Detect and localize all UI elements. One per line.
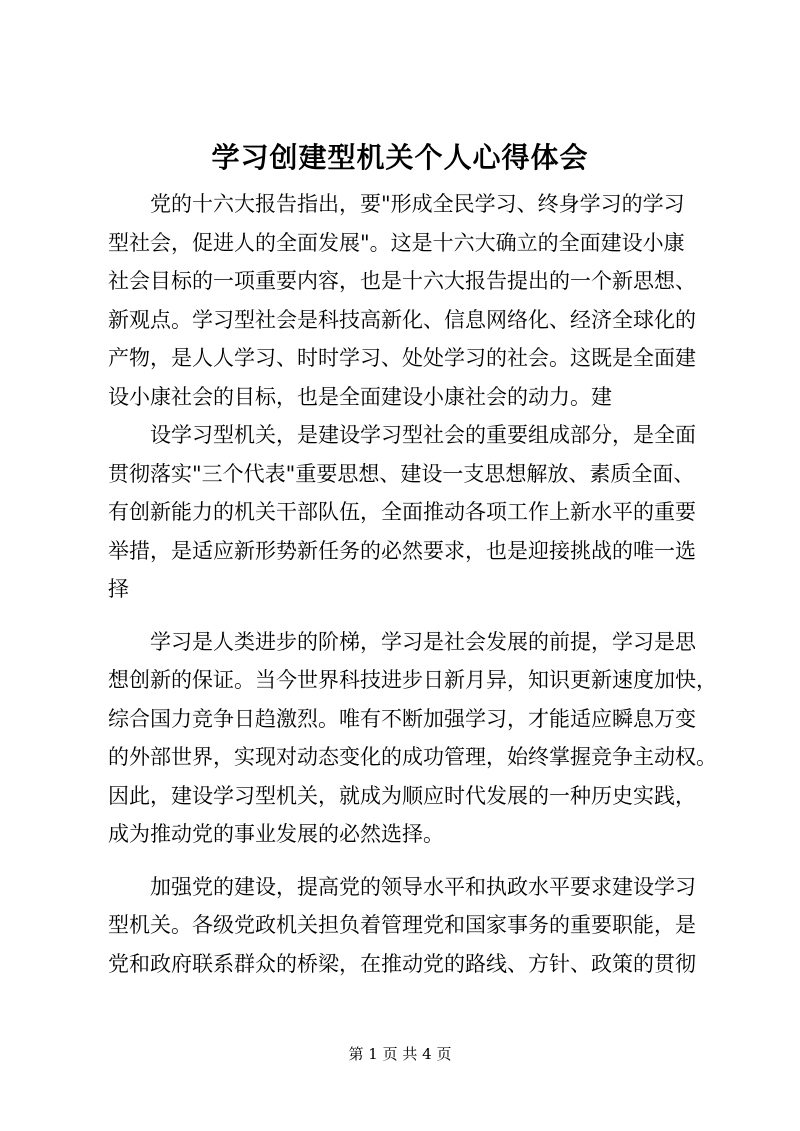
paragraph-gap [108, 609, 708, 623]
paragraph-line: 党和政府联系群众的桥梁，在推动党的路线、方针、政策的贯彻 [108, 951, 696, 976]
paragraph-line: 社会目标的一项重要内容，也是十六大报告提出的一个新思想、 [108, 269, 696, 293]
paragraph-line: 学习是人类进步的阶梯，学习是社会发展的前提，学习是思 [150, 629, 696, 654]
paragraph-line: 设小康社会的目标，也是全面建设小康社会的动力。建 [108, 384, 612, 409]
paragraph-line: 新观点。学习型社会是科技高新化、信息网络化、经济全球化的 [108, 307, 696, 332]
paragraph-line: 党的十六大报告指出，要"形成全民学习、终身学习的学习 [150, 192, 685, 216]
paragraph-line: 想创新的保证。当今世界科技进步日新月异，知识更新速度加快， [108, 668, 717, 692]
paragraph-line: 产物，是人人学习、时时学习、处处学习的社会。这既是全面建 [108, 346, 696, 370]
paragraph-line: 择 [108, 577, 129, 601]
paragraph [108, 868, 708, 984]
paragraph-line: 型机关。各级党政机关担负着管理党和国家事务的重要职能，是 [108, 913, 696, 937]
document-body [108, 185, 717, 983]
paragraph [108, 623, 717, 854]
page-footer: 第 1 页 共 4 页 [348, 1045, 452, 1063]
document-title: 学习创建型机关个人心得体会 [211, 141, 589, 174]
paragraph-line: 成为推动党的事业发展的必然选择。 [108, 822, 444, 846]
paragraph-line: 型社会，促进人的全面发展"。这是十六大确立的全面建设小康 [108, 230, 685, 255]
paragraph-line: 贯彻落实"三个代表"重要思想、建设一支思想解放、素质全面、 [108, 461, 695, 486]
paragraph-line: 设学习型机关，是建设学习型社会的重要组成部分，是全面 [150, 423, 696, 447]
paragraph-line: 因此，建设学习型机关，就成为顺应时代发展的一种历史实践， [108, 783, 696, 808]
paragraph [108, 416, 708, 609]
paragraph [108, 185, 708, 416]
paragraph-line: 综合国力竞争日趋激烈。唯有不断加强学习，才能适应瞬息万变 [108, 706, 696, 731]
paragraph-line: 的外部世界，实现对动态变化的成功管理，始终掌握竞争主动权。 [108, 745, 717, 769]
paragraph-gap [108, 854, 708, 868]
paragraph-line: 有创新能力的机关干部队伍，全面推动各项工作上新水平的重要 [108, 500, 696, 524]
paragraph-line: 加强党的建设，提高党的领导水平和执政水平要求建设学习 [150, 874, 696, 899]
paragraph-line: 举措，是适应新形势新任务的必然要求，也是迎接挑战的唯一选 [108, 538, 696, 563]
